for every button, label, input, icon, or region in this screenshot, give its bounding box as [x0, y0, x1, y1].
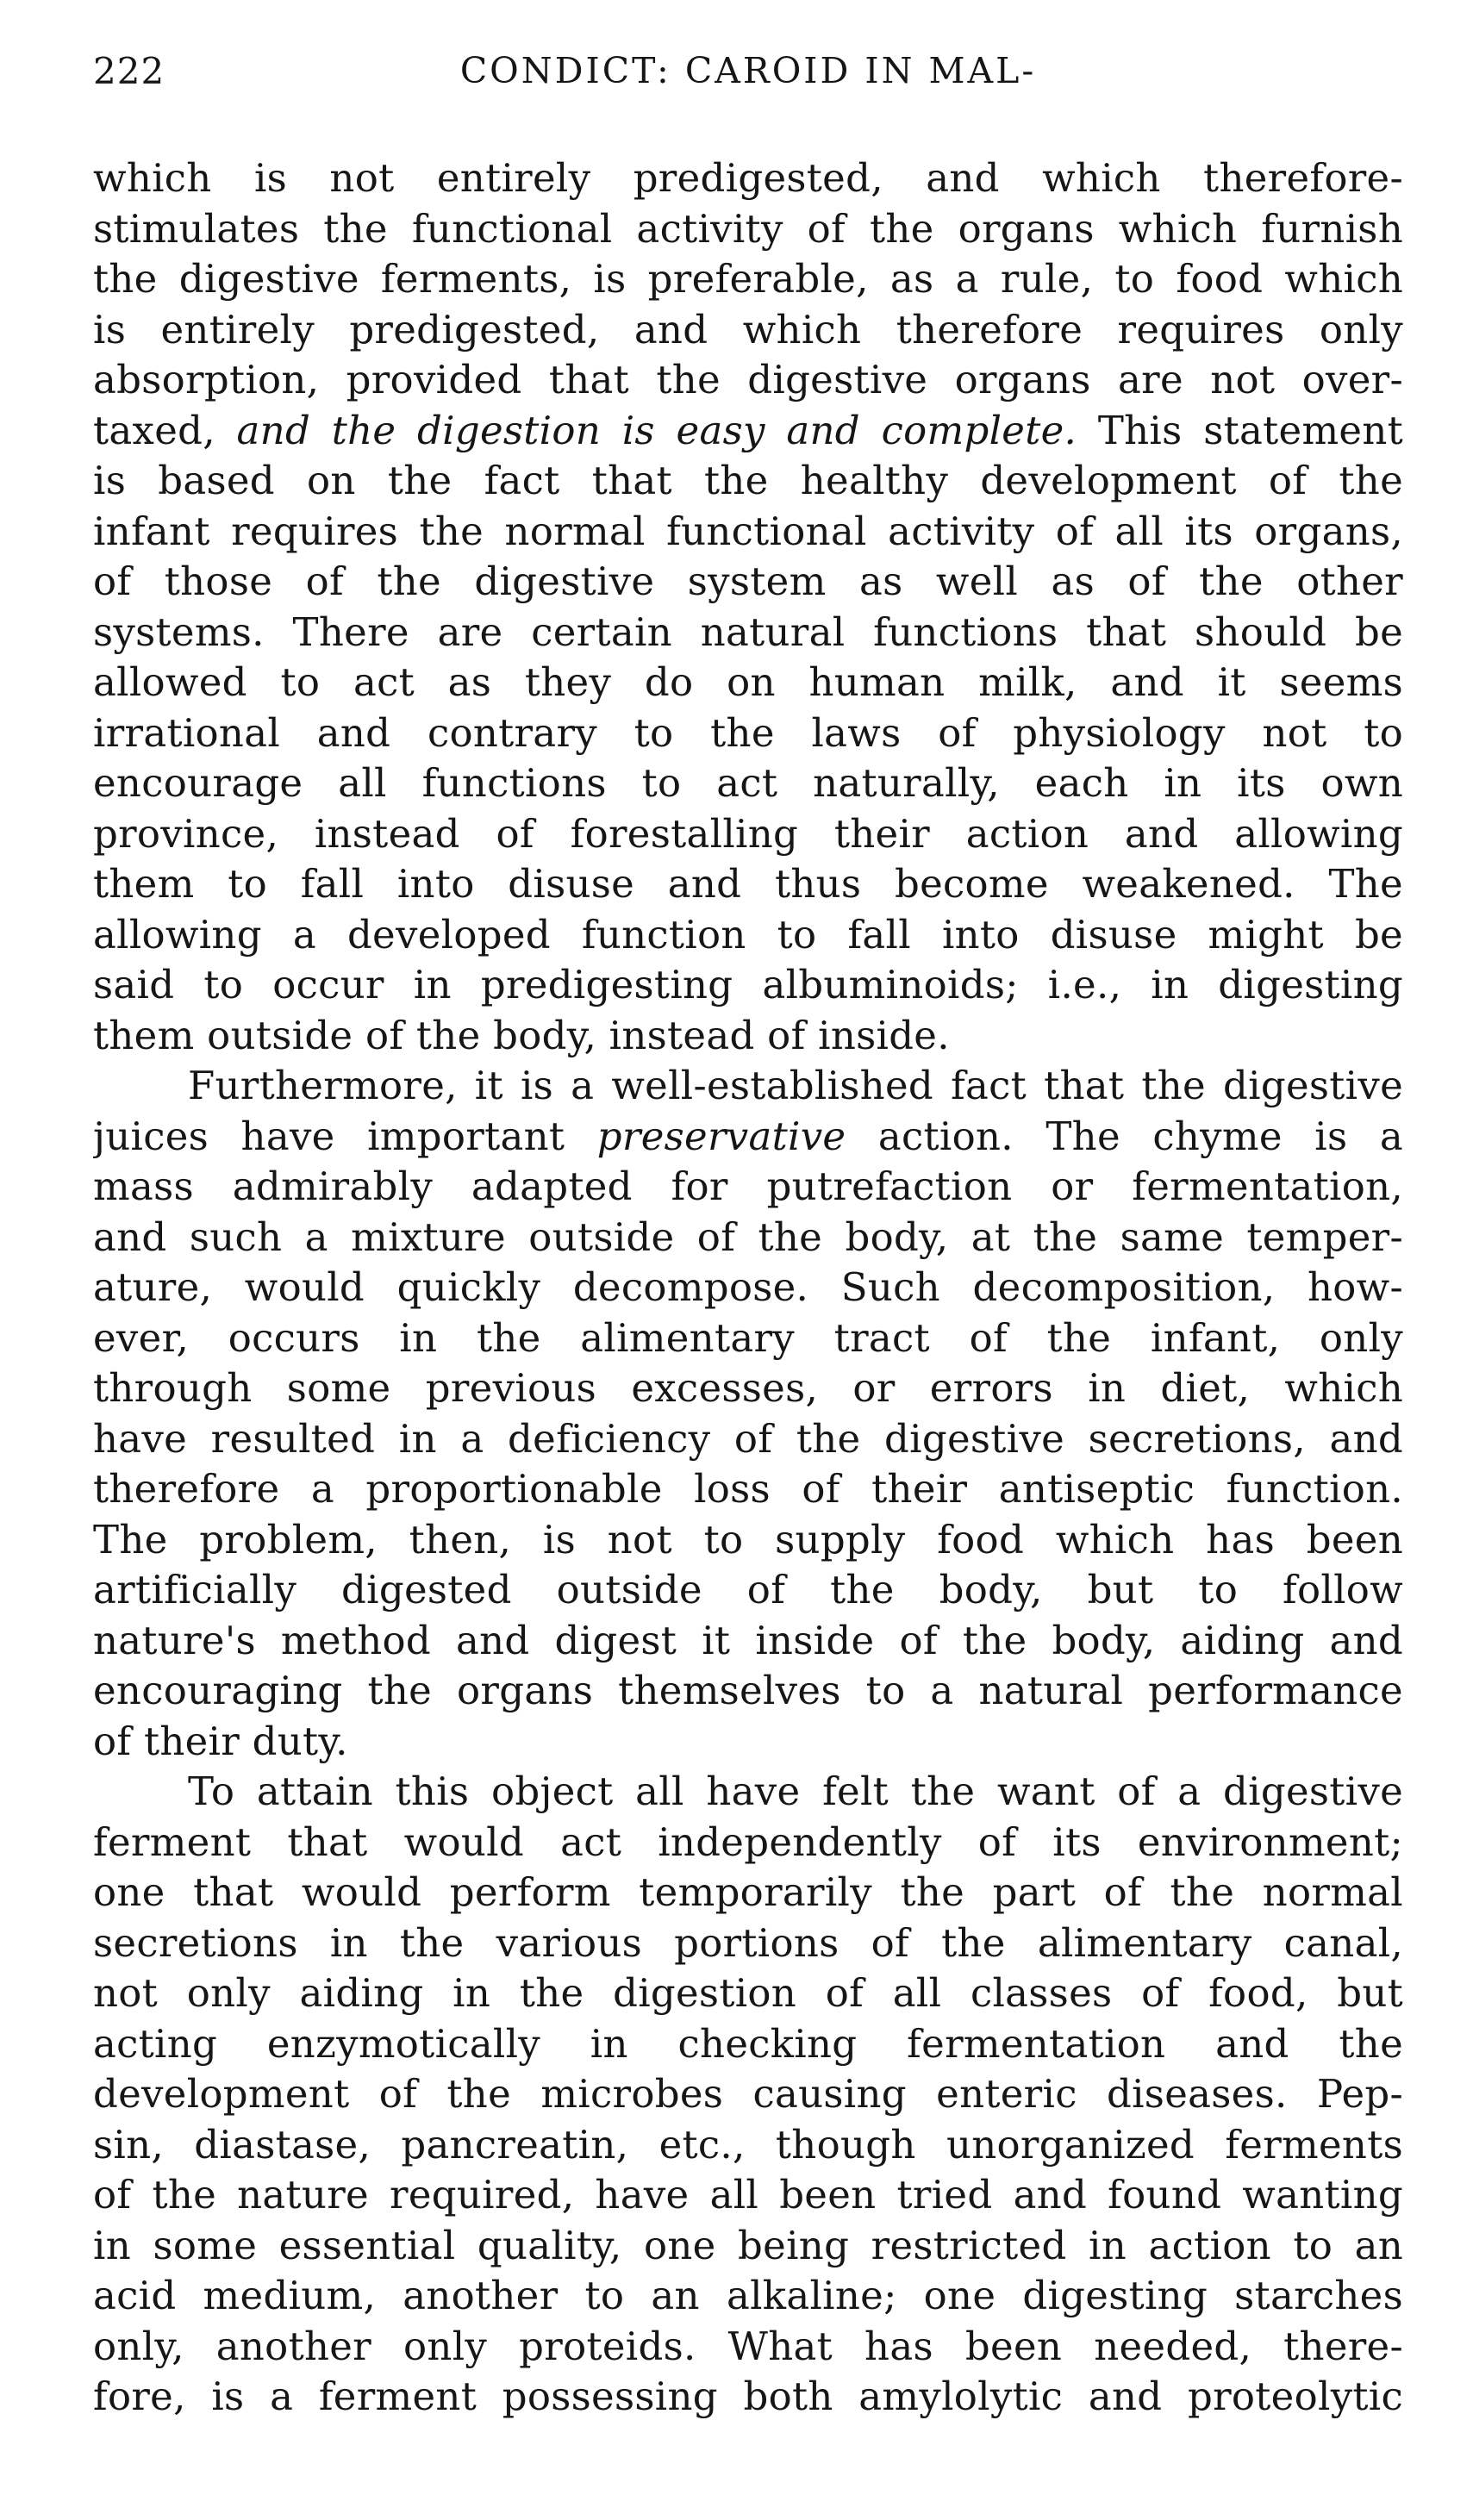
text-line: To attain this object all have felt the want of a digestive: [188, 1768, 1403, 1814]
text-line: infant requires the normal functional activity of all its organs,: [93, 508, 1403, 554]
text-line: encouraging the organs themselves to a natural performance: [93, 1668, 1403, 1713]
text-line: The problem, then, is not to supply food which has been: [93, 1516, 1403, 1563]
text-line: through some previous excesses, or errors in diet, which: [93, 1365, 1403, 1411]
body-text: [93, 153, 1403, 2423]
text-line: stimulates the functional activity of the organs which furnish: [93, 205, 1403, 252]
text-line: fore, is a ferment possessing both amylolytic and proteolytic: [93, 2373, 1403, 2419]
text-line: acting enzymotically in checking fermentation and the: [93, 2020, 1403, 2067]
text-line: province, instead of forestalling their action and allowing: [93, 810, 1403, 857]
text-line: systems. There are certain natural functions that should be: [93, 608, 1403, 655]
text-line: absorption, provided that the digestive organs are not over-: [93, 357, 1403, 402]
text-line: Furthermore, it is a well-established fact that the digestive: [188, 1063, 1403, 1108]
text-line: and such a mixture outside of the body, at the same temper-: [93, 1213, 1403, 1260]
text-line: have resulted in a deficiency of the digestive secretions, and: [93, 1415, 1403, 1462]
text-line: juices have important preservative action. The chyme is a: [93, 1113, 1403, 1159]
text-line: not only aiding in the digestion of all classes of food, but: [93, 1970, 1403, 2016]
text-line: of the nature required, have all been tried and found wanting: [93, 2172, 1403, 2217]
text-line: sin, diastase, pancreatin, etc., though unorganized ferments: [93, 2121, 1403, 2168]
italic-emphasis: and the digestion is easy and complete.: [236, 407, 1077, 453]
text-line: in some essential quality, one being restricted in action to an: [93, 2222, 1403, 2268]
running-head: [93, 50, 1403, 110]
text-line: of their duty.: [93, 1718, 348, 1764]
text-line: acid medium, another to an alkaline; one digesting starches: [93, 2273, 1403, 2318]
text-line: allowing a developed function to fall into disuse might be: [93, 911, 1403, 957]
running-title: CONDICT: CAROID IN MAL-: [459, 50, 1037, 91]
text-line: ature, would quickly decompose. Such decomposition, how-: [93, 1264, 1403, 1310]
page-number: 222: [93, 50, 165, 92]
text-line: encourage all functions to act naturally, each in its own: [93, 760, 1403, 806]
text-line: ferment that would act independently of its environment;: [93, 1818, 1403, 1865]
text-line: is entirely predigested, and which therefore requires only: [93, 306, 1403, 352]
text-line: them to fall into disuse and thus become weakened. The: [93, 861, 1403, 907]
text-line: mass admirably adapted for putrefaction or fermentation,: [93, 1163, 1403, 1209]
text-line: one that would perform temporarily the part of the normal: [93, 1869, 1403, 1915]
italic-emphasis: preservative: [596, 1113, 846, 1159]
text-line: only, another only proteids. What has been needed, there-: [93, 2323, 1403, 2369]
text-line: therefore a proportionable loss of their antiseptic function.: [93, 1466, 1403, 1512]
text-line: which is not entirely predigested, and which therefore-: [93, 155, 1403, 201]
text-line: development of the microbes causing enteric diseases. Pep-: [93, 2071, 1403, 2117]
text-line: the digestive ferments, is preferable, as a rule, to food which: [93, 256, 1403, 302]
text-line: secretions in the various portions of the alimentary canal,: [93, 1919, 1403, 1966]
text-line: them outside of the body, instead of inside.: [93, 1012, 950, 1058]
text-line: of those of the digestive system as well as of the other: [93, 558, 1403, 604]
text-line: irrational and contrary to the laws of physiology not to: [93, 709, 1403, 756]
text-line: taxed, and the digestion is easy and complete. This statement: [93, 407, 1403, 453]
text-line: is based on the fact that the healthy development of the: [93, 458, 1403, 503]
text-line: ever, occurs in the alimentary tract of the infant, only: [93, 1314, 1403, 1361]
text-line: nature's method and digest it inside of the body, aiding and: [93, 1617, 1403, 1663]
text-line: artificially digested outside of the body, but to follow: [93, 1567, 1403, 1612]
text-line: allowed to act as they do on human milk, and it seems: [93, 659, 1403, 705]
text-line: said to occur in predigesting albuminoids; i.e., in digesting: [93, 962, 1403, 1007]
